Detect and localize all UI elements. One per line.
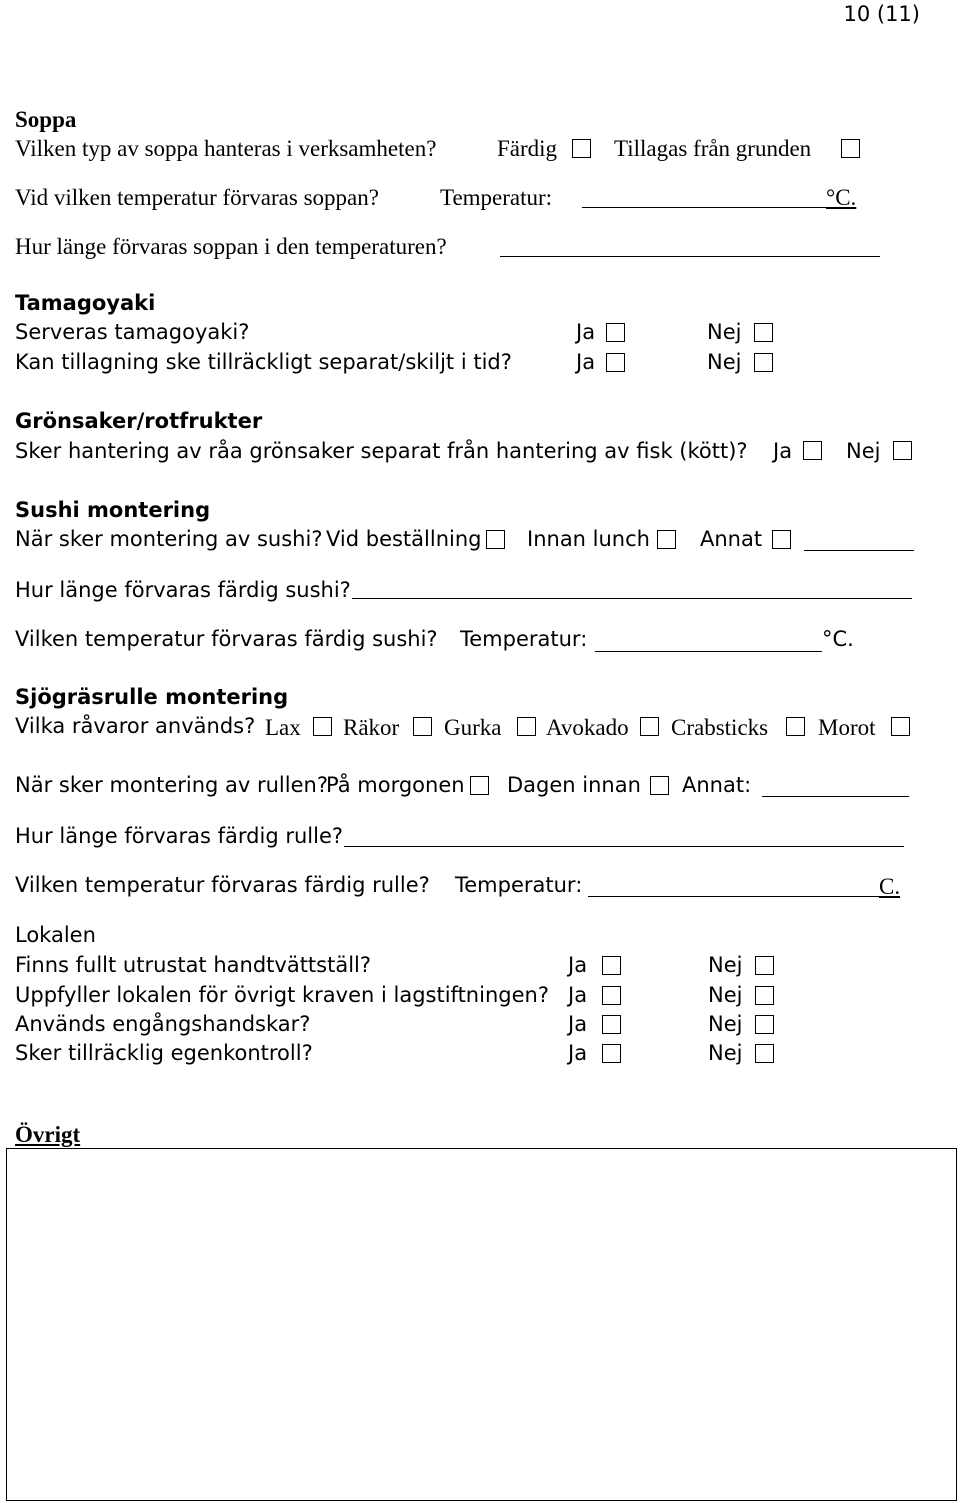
lokalen-q4: Sker tillräcklig egenkontroll?: [15, 1041, 313, 1065]
gronsaker-q1-nej-checkbox[interactable]: [893, 441, 912, 460]
lokalen-q2: Uppfyller lokalen för övrigt kraven i lagstiftningen?: [15, 983, 549, 1007]
sjograsrulle-lax-label: Lax: [265, 715, 301, 740]
lokalen-q2-nej-label: Nej: [708, 983, 743, 1007]
tamagoyaki-q2: Kan tillagning ske tillräckligt separat/skiljt i tid?: [15, 350, 512, 374]
ovrigt-heading: Övrigt: [15, 1122, 81, 1147]
soppa-duration-question: Hur länge förvaras soppan i den temperaturen?: [15, 234, 447, 259]
tamagoyaki-q1-ja-label: Ja: [576, 320, 596, 344]
sjograsrulle-rakor-label: Räkor: [343, 715, 400, 740]
gronsaker-q1-ja-checkbox[interactable]: [803, 441, 822, 460]
soppa-duration-field[interactable]: [500, 256, 880, 257]
sjograsrulle-dagen-label: Dagen innan: [507, 773, 641, 797]
lokalen-q1-nej-label: Nej: [708, 953, 743, 977]
sushi-innan-checkbox[interactable]: [657, 530, 676, 549]
lokalen-q3-nej-label: Nej: [708, 1012, 743, 1036]
lokalen-q4-nej-label: Nej: [708, 1041, 743, 1065]
lokalen-heading: Lokalen: [15, 923, 96, 947]
lokalen-q2-nej-checkbox[interactable]: [755, 986, 774, 1005]
sushi-innan-label: Innan lunch: [527, 527, 650, 551]
sjograsrulle-heading: Sjögräsrulle montering: [15, 685, 289, 709]
soppa-temp-label: Temperatur:: [440, 185, 553, 210]
lokalen-q1-nej-checkbox[interactable]: [755, 956, 774, 975]
tamagoyaki-q2-ja-checkbox[interactable]: [606, 353, 625, 372]
soppa-tillagas-checkbox[interactable]: [841, 139, 860, 158]
sjograsrulle-avokado-label: Avokado: [546, 715, 629, 740]
sjograsrulle-dagen-checkbox[interactable]: [650, 776, 669, 795]
soppa-temp-unit: °C.: [826, 185, 857, 210]
tamagoyaki-q1-nej-checkbox[interactable]: [754, 323, 773, 342]
sushi-duration-field[interactable]: [352, 598, 912, 599]
sjograsrulle-gurka-label: Gurka: [444, 715, 502, 740]
soppa-temp-field[interactable]: [582, 207, 827, 208]
tamagoyaki-q1: Serveras tamagoyaki?: [15, 320, 250, 344]
sjograsrulle-temp-question: Vilken temperatur förvaras färdig rulle?: [15, 873, 430, 897]
sushi-duration-question: Hur länge förvaras färdig sushi?: [15, 578, 351, 602]
lokalen-q3-ja-checkbox[interactable]: [602, 1015, 621, 1034]
sushi-temp-question: Vilken temperatur förvaras färdig sushi?: [15, 627, 438, 651]
lokalen-q3-nej-checkbox[interactable]: [755, 1015, 774, 1034]
sjograsrulle-annat-field[interactable]: [762, 796, 909, 797]
sjograsrulle-duration-field[interactable]: [344, 846, 904, 847]
sjograsrulle-annat-label: Annat:: [682, 773, 752, 797]
sjograsrulle-when-question: När sker montering av rullen?: [15, 773, 328, 797]
soppa-fardig-checkbox[interactable]: [572, 139, 591, 158]
ovrigt-textarea[interactable]: [6, 1148, 957, 1501]
tamagoyaki-heading: Tamagoyaki: [15, 291, 156, 315]
sjograsrulle-morot-checkbox[interactable]: [891, 717, 910, 736]
sjograsrulle-temp-unit: C.: [879, 874, 901, 899]
lokalen-q1-ja-checkbox[interactable]: [602, 956, 621, 975]
lokalen-q1: Finns fullt utrustat handtvättställ?: [15, 953, 372, 977]
sjograsrulle-duration-question: Hur länge förvaras färdig rulle?: [15, 824, 344, 848]
lokalen-q4-nej-checkbox[interactable]: [755, 1044, 774, 1063]
sjograsrulle-morot-label: Morot: [818, 715, 876, 740]
sushi-temp-label: Temperatur:: [460, 627, 588, 651]
sushi-heading: Sushi montering: [15, 498, 211, 522]
sjograsrulle-crabsticks-checkbox[interactable]: [786, 717, 805, 736]
gronsaker-q1-ja-label: Ja: [773, 439, 793, 463]
sjograsrulle-lax-checkbox[interactable]: [313, 717, 332, 736]
soppa-fardig-label: Färdig: [497, 136, 558, 161]
page-number: 10 (11): [843, 2, 920, 26]
sjograsrulle-morgonen-checkbox[interactable]: [470, 776, 489, 795]
gronsaker-heading: Grönsaker/rotfrukter: [15, 409, 263, 433]
lokalen-q4-ja-label: Ja: [568, 1041, 588, 1065]
tamagoyaki-q1-ja-checkbox[interactable]: [606, 323, 625, 342]
sjograsrulle-morgonen-label: På morgonen: [326, 773, 465, 797]
sushi-annat-checkbox[interactable]: [772, 530, 791, 549]
sjograsrulle-gurka-checkbox[interactable]: [517, 717, 536, 736]
tamagoyaki-q2-ja-label: Ja: [576, 350, 596, 374]
soppa-tillagas-label: Tillagas från grunden: [614, 136, 812, 161]
sjograsrulle-ingredients-question: Vilka råvaror används?: [15, 714, 256, 738]
sjograsrulle-avokado-checkbox[interactable]: [640, 717, 659, 736]
gronsaker-q1-nej-label: Nej: [846, 439, 881, 463]
sushi-temp-field[interactable]: [595, 651, 822, 652]
lokalen-q1-ja-label: Ja: [568, 953, 588, 977]
sjograsrulle-temp-field[interactable]: [588, 896, 880, 897]
lokalen-q3-ja-label: Ja: [568, 1012, 588, 1036]
sushi-temp-unit: °C.: [822, 627, 854, 651]
lokalen-q2-ja-label: Ja: [568, 983, 588, 1007]
sjograsrulle-temp-label: Temperatur:: [455, 873, 583, 897]
soppa-heading: Soppa: [15, 107, 77, 132]
lokalen-q2-ja-checkbox[interactable]: [602, 986, 621, 1005]
lokalen-q4-ja-checkbox[interactable]: [602, 1044, 621, 1063]
sushi-vid-checkbox[interactable]: [486, 530, 505, 549]
tamagoyaki-q1-nej-label: Nej: [707, 320, 742, 344]
tamagoyaki-q2-nej-label: Nej: [707, 350, 742, 374]
soppa-type-question: Vilken typ av soppa hanteras i verksamheten?: [15, 136, 437, 161]
tamagoyaki-q2-nej-checkbox[interactable]: [754, 353, 773, 372]
sjograsrulle-rakor-checkbox[interactable]: [413, 717, 432, 736]
sushi-vid-label: Vid beställning: [326, 527, 482, 551]
sushi-when-question: När sker montering av sushi?: [15, 527, 323, 551]
sushi-annat-field[interactable]: [804, 550, 914, 551]
sjograsrulle-crabsticks-label: Crabsticks: [671, 715, 769, 740]
soppa-temp-question: Vid vilken temperatur förvaras soppan?: [15, 185, 379, 210]
gronsaker-q1: Sker hantering av råa grönsaker separat från hantering av fisk (kött)?: [15, 439, 748, 463]
lokalen-q3: Används engångshandskar?: [15, 1012, 311, 1036]
sushi-annat-label: Annat: [700, 527, 763, 551]
